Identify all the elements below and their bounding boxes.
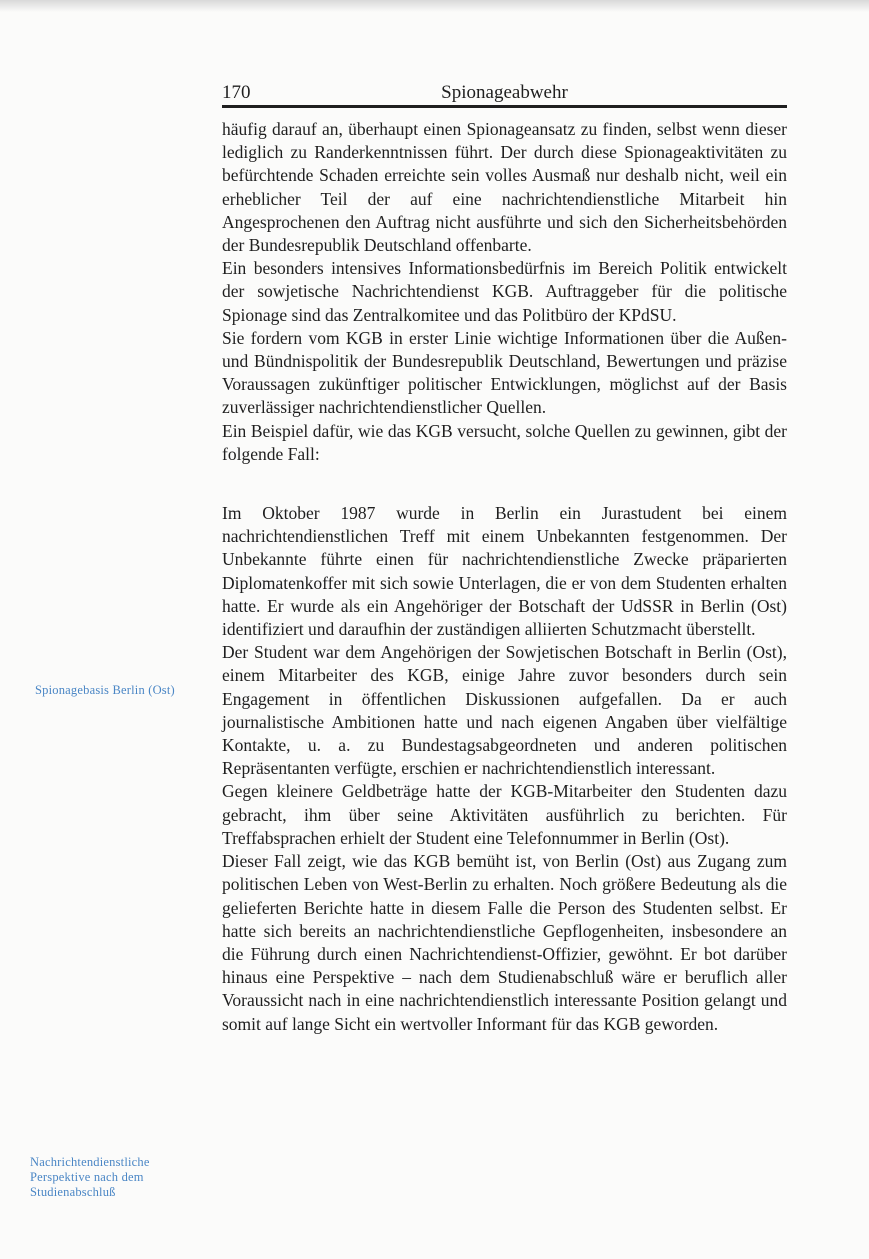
page-number: 170 — [222, 82, 251, 103]
running-title: Spionageabwehr — [441, 82, 568, 103]
margin-note: Spionagebasis Berlin (Ost) — [35, 683, 175, 697]
paragraph: Sie fordern vom KGB in erster Linie wichtige Informationen über die Außen- und Bündnispolitik der Bundesrepublik Deutschland, Bewertungen und präzise Voraussagen zukünftiger politischer Entwicklungen, möglichst auf der Basis zuverlässiger nachrichtendienstlicher Quellen. — [222, 327, 787, 418]
paragraph: Dieser Fall zeigt, wie das KGB bemüht ist, von Berlin (Ost) aus Zugang zum politischen Leben von West-Berlin zu erhalten. Noch größere Bedeutung als die gelieferten Berichte hatte in diesem Falle die Person des Studenten selbst. Er hatte sich bereits an nachrichtendienstliche Gepflogenheiten, insbesondere an die Führung durch einen Nachrichtendienst-Offizier, gewöhnt. Er bot darüber hinaus eine Perspektive – nach dem Studienabschluß wäre er beruflich aller Voraussicht nach in eine nachrichtendienstlich interessante Position gelangt und somit auf lange Sicht ein wertvoller Informant für das KGB geworden. — [222, 851, 787, 1034]
scan-edge-shadow — [0, 0, 869, 12]
body-text — [222, 118, 787, 1036]
paragraph: Ein besonders intensives Informationsbedürfnis im Bereich Politik entwickelt der sowjetische Nachrichtendienst KGB. Auftraggeber für die politische Spionage sind das Zentralkomitee und das Politbüro der KPdSU. — [222, 258, 787, 325]
paragraph: Der Student war dem Angehörigen der Sowjetischen Botschaft in Berlin (Ost), einem Mitarbeiter des KGB, einige Jahre zuvor besonders durch sein Engagement in öffentlichen Diskussionen aufgefallen. Da er auch journalistische Ambitionen hatte und nach eigenen Angaben über vielfältige Kontakte, u. a. zu Bundestagsabgeordneten und anderen politischen Repräsentanten verfügte, erschien er nachrichtendienstlich interessant. — [222, 642, 787, 779]
paragraph: Im Oktober 1987 wurde in Berlin ein Jurastudent bei einem nachrichtendienstlichen Treff mit einem Unbekannten festgenommen. Der Unbekannte führte einen für nachrichtendienstliche Zwecke präparierten Diplomatenkoffer mit sich sowie Unterlagen, die er von dem Studenten erhalten hatte. Er wurde als ein Angehöriger der Botschaft der UdSSR in Berlin (Ost) identifiziert und daraufhin der zuständigen alliierten Schutzmacht überstellt. — [222, 503, 787, 640]
header-rule — [222, 105, 787, 108]
paragraph: Ein Beispiel dafür, wie das KGB versucht, solche Quellen zu gewinnen, gibt der folgende Fall: — [222, 420, 787, 464]
paragraph: häufig darauf an, überhaupt einen Spionageansatz zu finden, selbst wenn dieser lediglich zu Randerkenntnissen führt. Der durch diese Spionageaktivitäten zu befürchtende Schaden erreichte sein volles Ausmaß nur deshalb nicht, weil ein erheblicher Teil der auf eine nachrichtendienstliche Mitarbeit hin Angesprochenen den Auftrag nicht ausführte und sich den Sicherheitsbehörden der Bundesrepublik Deutschland offenbarte. — [222, 119, 787, 256]
paragraph: Gegen kleinere Geldbeträge hatte der KGB-Mitarbeiter den Studenten dazu gebracht, ihm über seine Aktivitäten ausführlich zu berichten. Für Treffabsprachen erhielt der Student eine Telefonnummer in Berlin (Ost). — [222, 781, 787, 848]
margin-note: Nachrichtendienstliche Perspektive nach dem Studienabschluß — [30, 1155, 150, 1199]
